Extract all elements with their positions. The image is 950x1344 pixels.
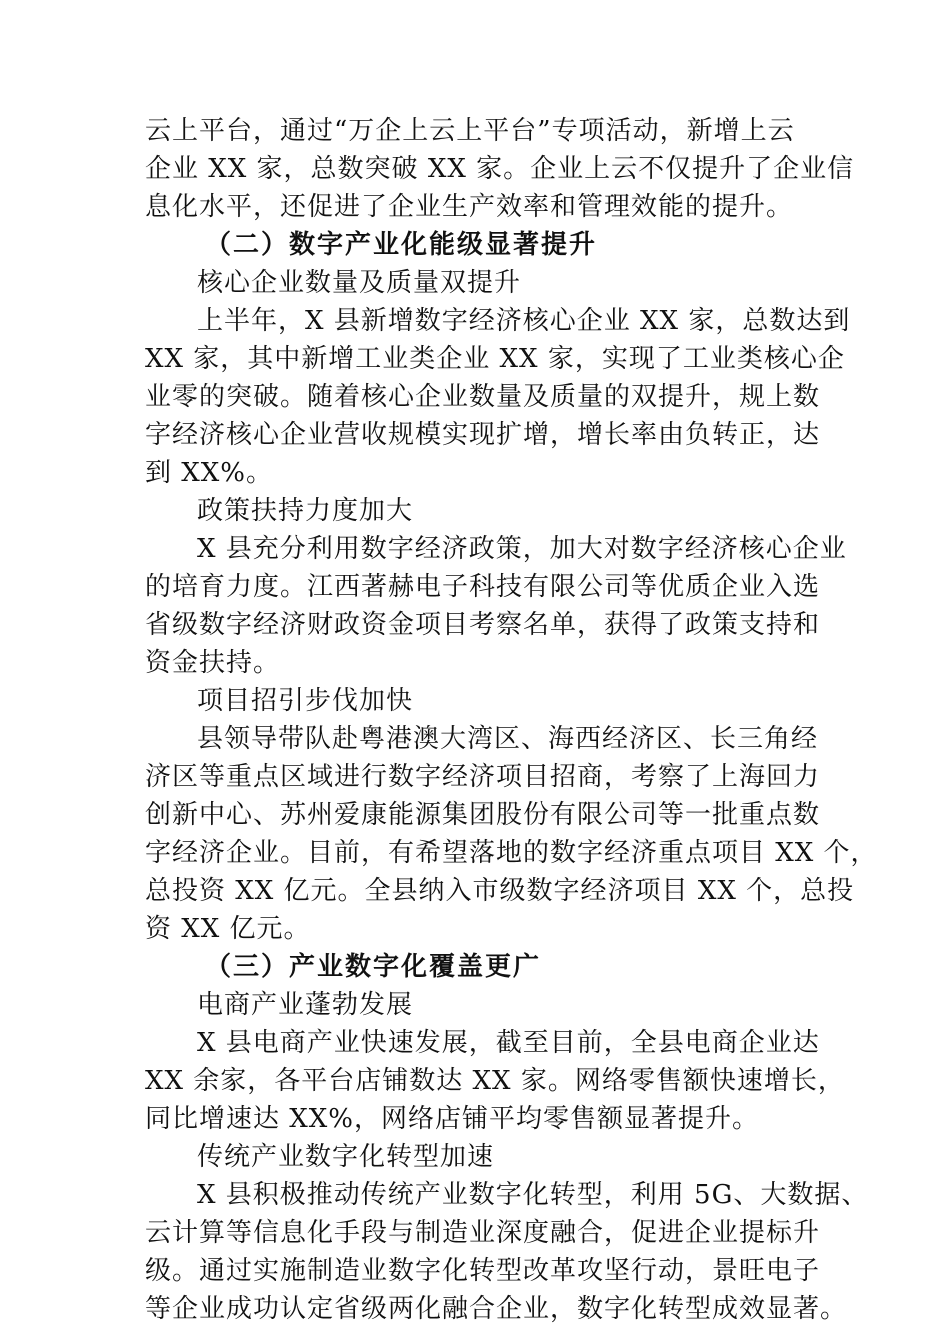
text-line: 同比增速达 XX%，网络店铺平均零售额显著提升。 [145,1104,759,1134]
text-line: 省级数字经济财政资金项目考察名单，获得了政策支持和 [145,610,821,640]
text-line: 企业 XX 家，总数突破 XX 家。企业上云不仅提升了企业信 [145,154,855,184]
text-line: 云上平台，通过“万企上云上平台”专项活动，新增上云 [145,116,795,146]
subsection-title: 电商产业蓬勃发展 [197,990,414,1020]
text-line: 总投资 XX 亿元。全县纳入市级数字经济项目 XX 个，总投 [145,876,855,906]
text-line: 等企业成功认定省级两化融合企业，数字化转型成效显著。 [145,1294,848,1324]
text-line: 息化水平，还促进了企业生产效率和管理效能的提升。 [145,192,794,222]
text-line: 的培育力度。江西著赫电子科技有限公司等优质企业入选 [145,572,821,602]
text-line: 济区等重点区域进行数字经济项目招商，考察了上海回力 [145,762,821,792]
text-line: 资 XX 亿元。 [145,914,311,944]
text-line: 到 XX%。 [145,458,273,488]
text-line: 字经济企业。目前，有希望落地的数字经济重点项目 XX 个， [145,838,878,868]
text-line: 业零的突破。随着核心企业数量及质量的双提升，规上数 [145,382,821,412]
subsection-title: 项目招引步伐加快 [197,686,414,716]
subsection-title: 政策扶持力度加大 [197,496,414,526]
text-line: 资金扶持。 [145,648,281,678]
text-line: XX 余家，各平台店铺数达 XX 家。网络零售额快速增长， [145,1066,845,1096]
text-line: 云计算等信息化手段与制造业深度融合，促进企业提标升 [145,1218,821,1248]
section-heading: （三）产业数字化覆盖更广 [205,952,542,982]
subsection-title: 核心企业数量及质量双提升 [197,268,522,298]
subsection-title: 传统产业数字化转型加速 [197,1142,495,1172]
paragraph-start: X 县电商产业快速发展，截至目前，全县电商企业达 [197,1028,820,1058]
text-line: XX 家，其中新增工业类企业 XX 家，实现了工业类核心企 [145,344,845,374]
document-body [145,112,878,1328]
paragraph-start: X 县充分利用数字经济政策，加大对数字经济核心企业 [197,534,847,564]
text-line: 字经济核心企业营收规模实现扩增，增长率由负转正，达 [145,420,821,450]
paragraph-start: 县领导带队赴粤港澳大湾区、海西经济区、长三角经 [197,724,819,754]
paragraph-start: X 县积极推动传统产业数字化转型，利用 5G、大数据、 [197,1180,869,1210]
section-heading: （二）数字产业化能级显著提升 [205,230,598,260]
paragraph-start: 上半年，X 县新增数字经济核心企业 XX 家，总数达到 [197,306,851,336]
text-line: 创新中心、苏州爱康能源集团股份有限公司等一批重点数 [145,800,821,830]
text-line: 级。通过实施制造业数字化转型改革攻坚行动，景旺电子 [145,1256,821,1286]
